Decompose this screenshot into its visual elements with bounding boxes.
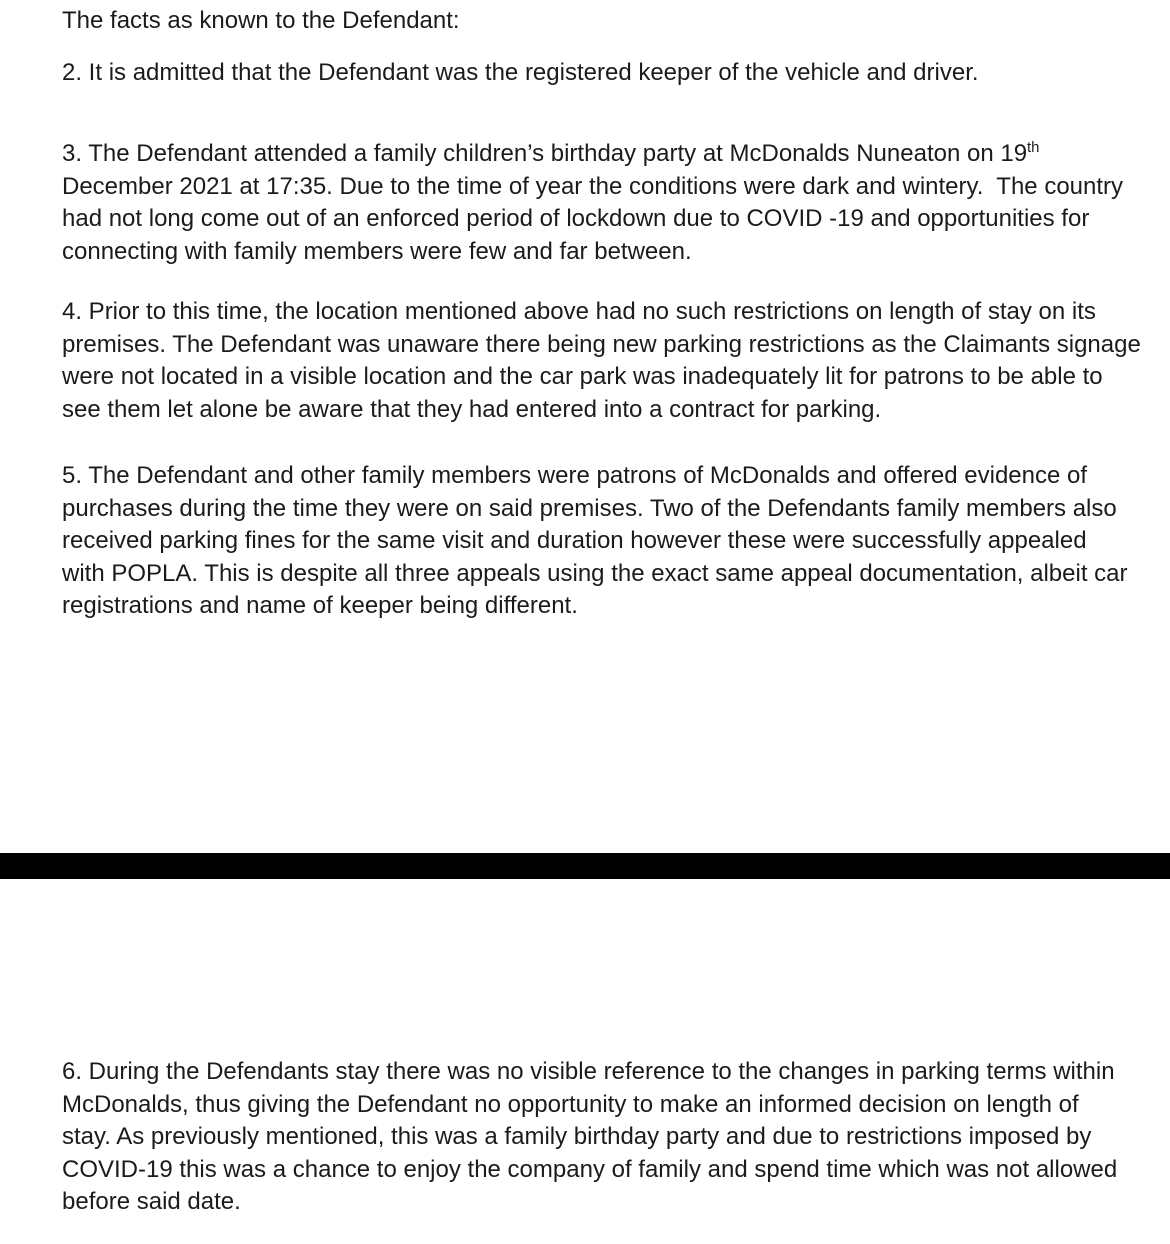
paragraph-6 bbox=[62, 1056, 1154, 1219]
text-line: connecting with family members were few and far between. bbox=[62, 237, 692, 265]
paragraph-3 bbox=[62, 138, 1154, 268]
text-line: 6. During the Defendants stay there was no visible reference to the changes in parking terms within bbox=[62, 1058, 1115, 1085]
text-line: see them let alone be aware that they had entered into a contract for parking. bbox=[62, 395, 882, 423]
text-line: 2. It is admitted that the Defendant was the registered keeper of the vehicle and driver. bbox=[62, 59, 979, 86]
paragraph-5 bbox=[62, 460, 1154, 623]
text-line: premises. The Defendant was unaware there being new parking restrictions as the Claimants signage bbox=[62, 330, 1141, 358]
text-line: purchases during the time they were on said premises. Two of the Defendants family members also bbox=[62, 494, 1117, 522]
text-line: COVID-19 this was a chance to enjoy the company of family and spend time which was not allowed bbox=[62, 1155, 1118, 1183]
text-line: 4. Prior to this time, the location mentioned above had no such restrictions on length of stay on its bbox=[62, 298, 1096, 325]
text-line: registrations and name of keeper being different. bbox=[62, 592, 578, 619]
text-line: December 2021 at 17:35. Due to the time of year the conditions were dark and wintery. The country bbox=[62, 172, 1124, 200]
text-line bbox=[62, 138, 1154, 171]
text-line: The facts as known to the Defendant: bbox=[62, 7, 460, 34]
text-line-main: 3. The Defendant attended a family children’s birthday party at McDonalds Nuneaton on 19 bbox=[62, 140, 1028, 167]
text-line: had not long come out of an enforced period of lockdown due to COVID -19 and opportunities for bbox=[62, 205, 1090, 232]
text-line: McDonalds, thus giving the Defendant no opportunity to make an informed decision on length of bbox=[62, 1090, 1079, 1118]
paragraph-2 bbox=[62, 57, 1154, 90]
paragraph-4 bbox=[62, 296, 1154, 426]
document-heading bbox=[62, 5, 1154, 38]
text-line: received parking fines for the same visit and duration however these were successfully appealed bbox=[62, 527, 1087, 554]
text-line: with POPLA. This is despite all three appeals using the exact same appeal documentation, albeit car bbox=[62, 559, 1128, 587]
text-line: before said date. bbox=[62, 1188, 241, 1215]
text-line: were not located in a visible location and the car park was inadequately lit for patrons to be able to bbox=[62, 363, 1103, 390]
text-line: stay. As previously mentioned, this was a family birthday party and due to restrictions imposed by bbox=[62, 1123, 1092, 1150]
superscript-ordinal: th bbox=[1027, 140, 1040, 156]
text-line: 5. The Defendant and other family members were patrons of McDonalds and offered evidence of bbox=[62, 462, 1088, 489]
redaction-bar bbox=[0, 853, 1170, 879]
